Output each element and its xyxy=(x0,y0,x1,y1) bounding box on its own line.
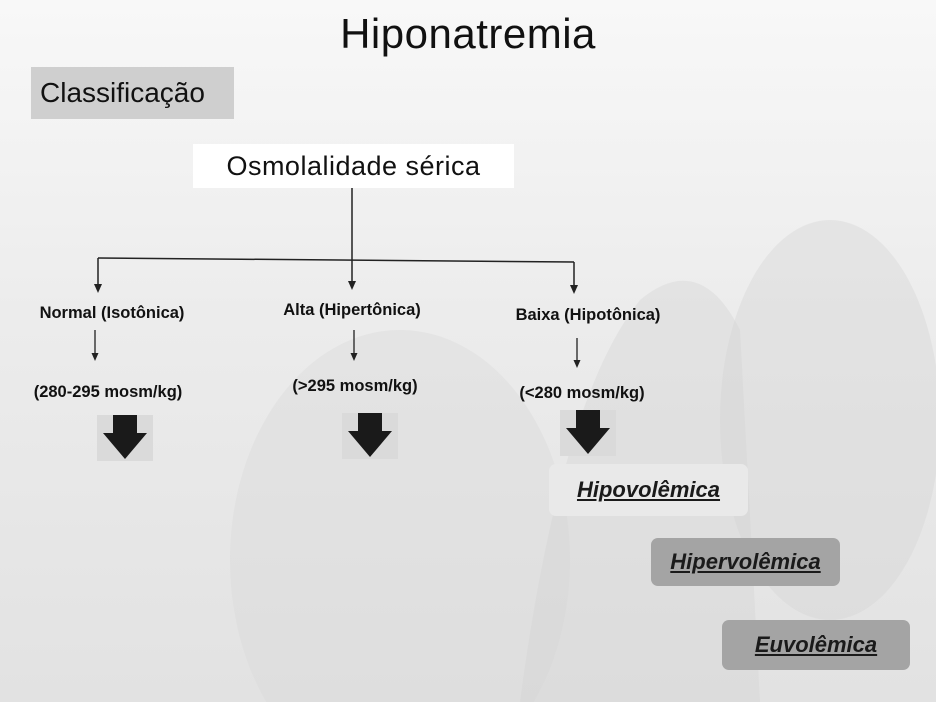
arrowhead-alta-icon xyxy=(348,281,356,290)
range-label-alta: (>295 mosm/kg) xyxy=(292,377,418,395)
horizontal-branch-line xyxy=(98,258,574,262)
hypovolemic-box: Hipovolêmica xyxy=(549,464,748,516)
root-node: Osmolalidade sérica xyxy=(193,144,514,188)
range-label-normal: (280-295 mosm/kg) xyxy=(33,383,183,401)
sub-arrowhead-baixa-icon xyxy=(574,360,581,368)
down-arrow-icon xyxy=(342,413,398,459)
hypervolemic-box: Hipervolêmica xyxy=(651,538,840,586)
range-label-baixa: (<280 mosm/kg) xyxy=(519,384,645,402)
arrowhead-baixa-icon xyxy=(570,285,578,294)
sub-arrowhead-normal-icon xyxy=(92,353,99,361)
thick-arrow-alta xyxy=(342,413,398,459)
section-label: Classificação xyxy=(31,67,234,119)
euvolemic-box: Euvolêmica xyxy=(722,620,910,670)
down-arrow-icon xyxy=(97,415,153,461)
arrowhead-normal-icon xyxy=(94,284,102,293)
branch-label-alta: Alta (Hipertônica) xyxy=(283,301,421,319)
branch-label-normal: Normal (Isotônica) xyxy=(39,304,185,322)
thick-arrow-normal xyxy=(97,415,153,461)
down-arrow-icon xyxy=(560,410,616,456)
page-title: Hiponatremia xyxy=(340,10,596,57)
sub-arrowhead-alta-icon xyxy=(351,353,358,361)
branch-label-baixa: Baixa (Hipotônica) xyxy=(515,306,661,324)
thick-arrow-baixa xyxy=(560,410,616,456)
